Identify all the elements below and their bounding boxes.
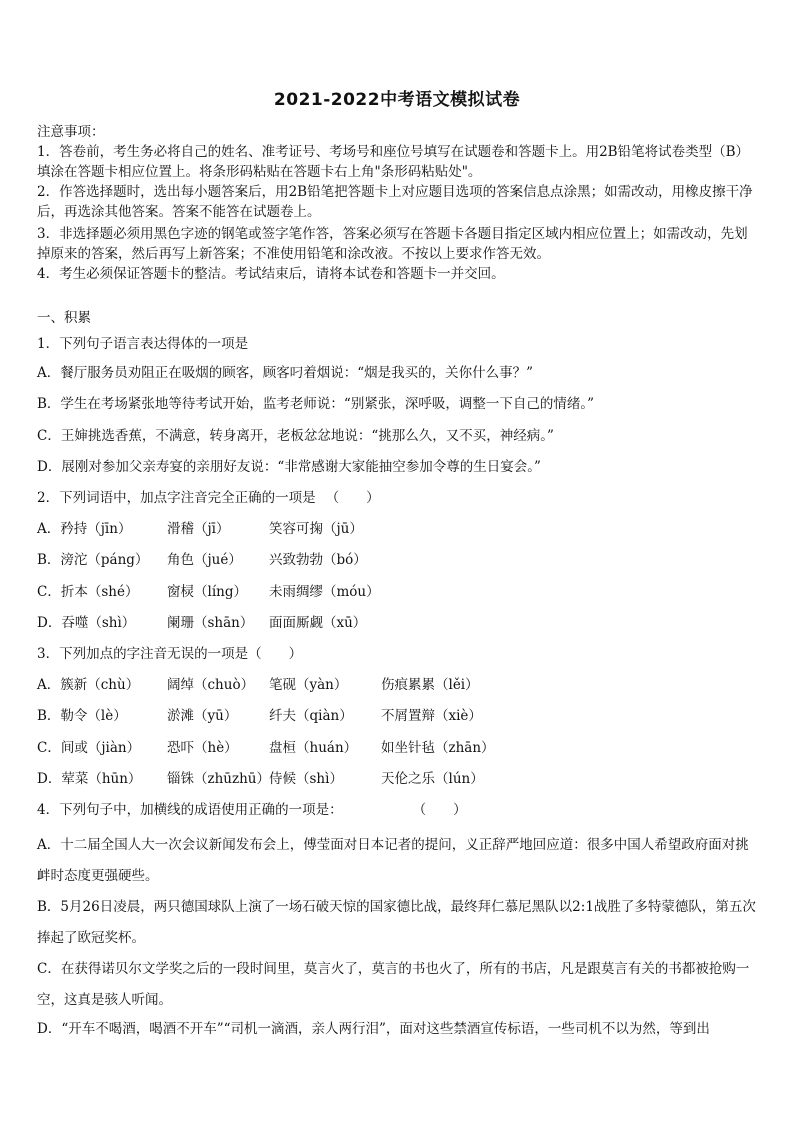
q3-stem-line [37, 644, 302, 664]
notice-item-4: 4．考生必须保证答题卡的整洁。考试结束后，请将本试卷和答题卡一并交回。 [37, 266, 505, 282]
q4-option-d: D．“开车不喝酒，喝酒不开车”“司机一滴酒，亲人两行泪”，面对这些禁酒宣传标语，一些司机不以为然，等到出 [37, 1021, 710, 1037]
q2-b-word-2: 角色（jué） [167, 552, 242, 568]
notice-item-2: 2．作答选择题时，选出每小题答案后，用2B铅笔把答题卡上对应题目选项的答案信息点涂黑；如需改动，用橡皮擦干净后，再选涂其他答案。答案不能答在试题卷上。 [37, 184, 753, 220]
q2-option-d [37, 613, 366, 633]
q1-option-d: D．展刚对参加父亲寿宴的亲朋好友说：“非常感谢大家能抽空参加令尊的生日宴会。” [37, 459, 541, 475]
notice-item-3: 3．非选择题必须用黑色字迹的钢笔或签字笔作答，答案必须写在答题卡各题目指定区域内相应位置上；如需改动，先划掉原来的答案，然后再写上新答案；不准使用铅笔和涂改液。不按以上要求作答无效。 [37, 226, 748, 262]
q2-stem: 2．下列词语中，加点字注音完全正确的一项是 [37, 490, 316, 506]
q2-a-word-3: 笑容可掬（jū） [269, 521, 363, 537]
q4-stem-line [37, 800, 467, 820]
q3-a-word-1: A．簇新（chù） [37, 677, 140, 693]
q3-b-word-2: 淤滩（yū） [167, 708, 238, 724]
notice-heading: 注意事项： [37, 124, 105, 140]
q3-option-a [37, 675, 479, 695]
section-heading: 一、积累 [37, 310, 91, 326]
q2-a-word-2: 滑稽（jī） [167, 521, 230, 537]
q3-b-word-1: B．勒令（lè） [37, 708, 127, 724]
q4-option-a: A．十二届全国人大一次会议新闻发布会上，傅莹面对日本记者的提问，义正辞严地回应道：很多中国人希望政府面对挑衅时态度更强硬些。 [37, 837, 749, 884]
q2-option-c [37, 582, 380, 602]
q2-c-word-1: C．折本（shé） [37, 584, 139, 600]
q3-d-word-3: 侍候（shì） [269, 771, 343, 787]
q2-d-word-3: 面面厮觑（xū） [269, 615, 367, 631]
q1-option-c: C．王婶挑选香蕉，不满意，转身离开，老板忿忿地说：“挑那么久，又不买，神经病。” [37, 428, 554, 444]
q2-b-word-1: B．滂沱（páng） [37, 552, 149, 568]
q1-option-b: B．学生在考场紧张地等待考试开始，监考老师说：“别紧张，深呼吸，调整一下自己的情绪。” [37, 396, 594, 412]
q4-option-b: B．5月26日凌晨，两只德国球队上演了一场石破天惊的国家德比战，最终拜仁慕尼黑队以2:1战胜了多特蒙德队，第五次捧起了欧冠奖杯。 [37, 899, 756, 946]
q3-c-word-4: 如坐针毡（zhān） [381, 740, 495, 756]
q2-a-word-1: A．矜持（jīn） [37, 521, 132, 537]
q3-c-word-2: 恐吓（hè） [167, 740, 238, 756]
q4-option-c: C．在获得诺贝尔文学奖之后的一段时间里，莫言火了，莫言的书也火了，所有的书店，凡是跟莫言有关的书都被抢购一空，这真是骇人听闻。 [37, 961, 750, 1008]
q3-c-word-1: C．间或（jiàn） [37, 740, 141, 756]
q2-stem-line [37, 488, 380, 508]
q2-d-word-1: D．吞噬（shì） [37, 615, 136, 631]
q2-b-word-3: 兴致勃勃（bó） [269, 552, 367, 568]
q3-d-word-4: 天伦之乐（lún） [381, 771, 484, 787]
q3-option-c [37, 738, 495, 758]
q3-stem: 3．下列加点的字注音无误的一项是 [37, 646, 249, 662]
q3-a-word-2: 阔绰（chuò） [167, 677, 255, 693]
q3-option-b [37, 706, 482, 726]
q3-d-word-2: 锱铢（zhūzhū） [167, 771, 271, 787]
q2-c-word-2: 窗棂（líng） [167, 584, 247, 600]
q1-stem: 1．下列句子语言表达得体的一项是 [37, 336, 249, 352]
q3-a-word-3: 笔砚（yàn） [269, 677, 348, 693]
page-title: 2021-2022中考语文模拟试卷 [273, 90, 521, 110]
q3-c-word-3: 盘桓（huán） [269, 740, 358, 756]
q3-option-d [37, 769, 484, 789]
q4-answer-paren: （ ） [412, 802, 467, 818]
q2-answer-paren: （ ） [325, 490, 380, 506]
q3-answer-paren: （ ） [248, 646, 303, 662]
q1-option-a: A．餐厅服务员劝阻正在吸烟的顾客，顾客叼着烟说：“烟是我买的，关你什么事？” [37, 365, 534, 381]
q4-stem: 4．下列句子中，加横线的成语使用正确的一项是： [37, 802, 343, 818]
notice-item-1: 1．答卷前，考生务必将自己的姓名、准考证号、考场号和座位号填写在试题卷和答题卡上。用2B铅笔将试卷类型（B）填涂在答题卡相应位置上。将条形码粘贴在答题卡右上角"条形码粘贴处"。 [37, 144, 750, 180]
q3-b-word-4: 不屑置辩（xiè） [381, 708, 482, 724]
q2-d-word-2: 阑珊（shān） [167, 615, 254, 631]
q2-option-b [37, 550, 367, 570]
q3-a-word-4: 伤痕累累（lěi） [381, 677, 479, 693]
q3-d-word-1: D．荤菜（hūn） [37, 771, 142, 787]
q3-b-word-3: 纤夫（qiàn） [269, 708, 353, 724]
q2-option-a [37, 519, 363, 539]
q2-c-word-3: 未雨绸缪（móu） [269, 584, 380, 600]
